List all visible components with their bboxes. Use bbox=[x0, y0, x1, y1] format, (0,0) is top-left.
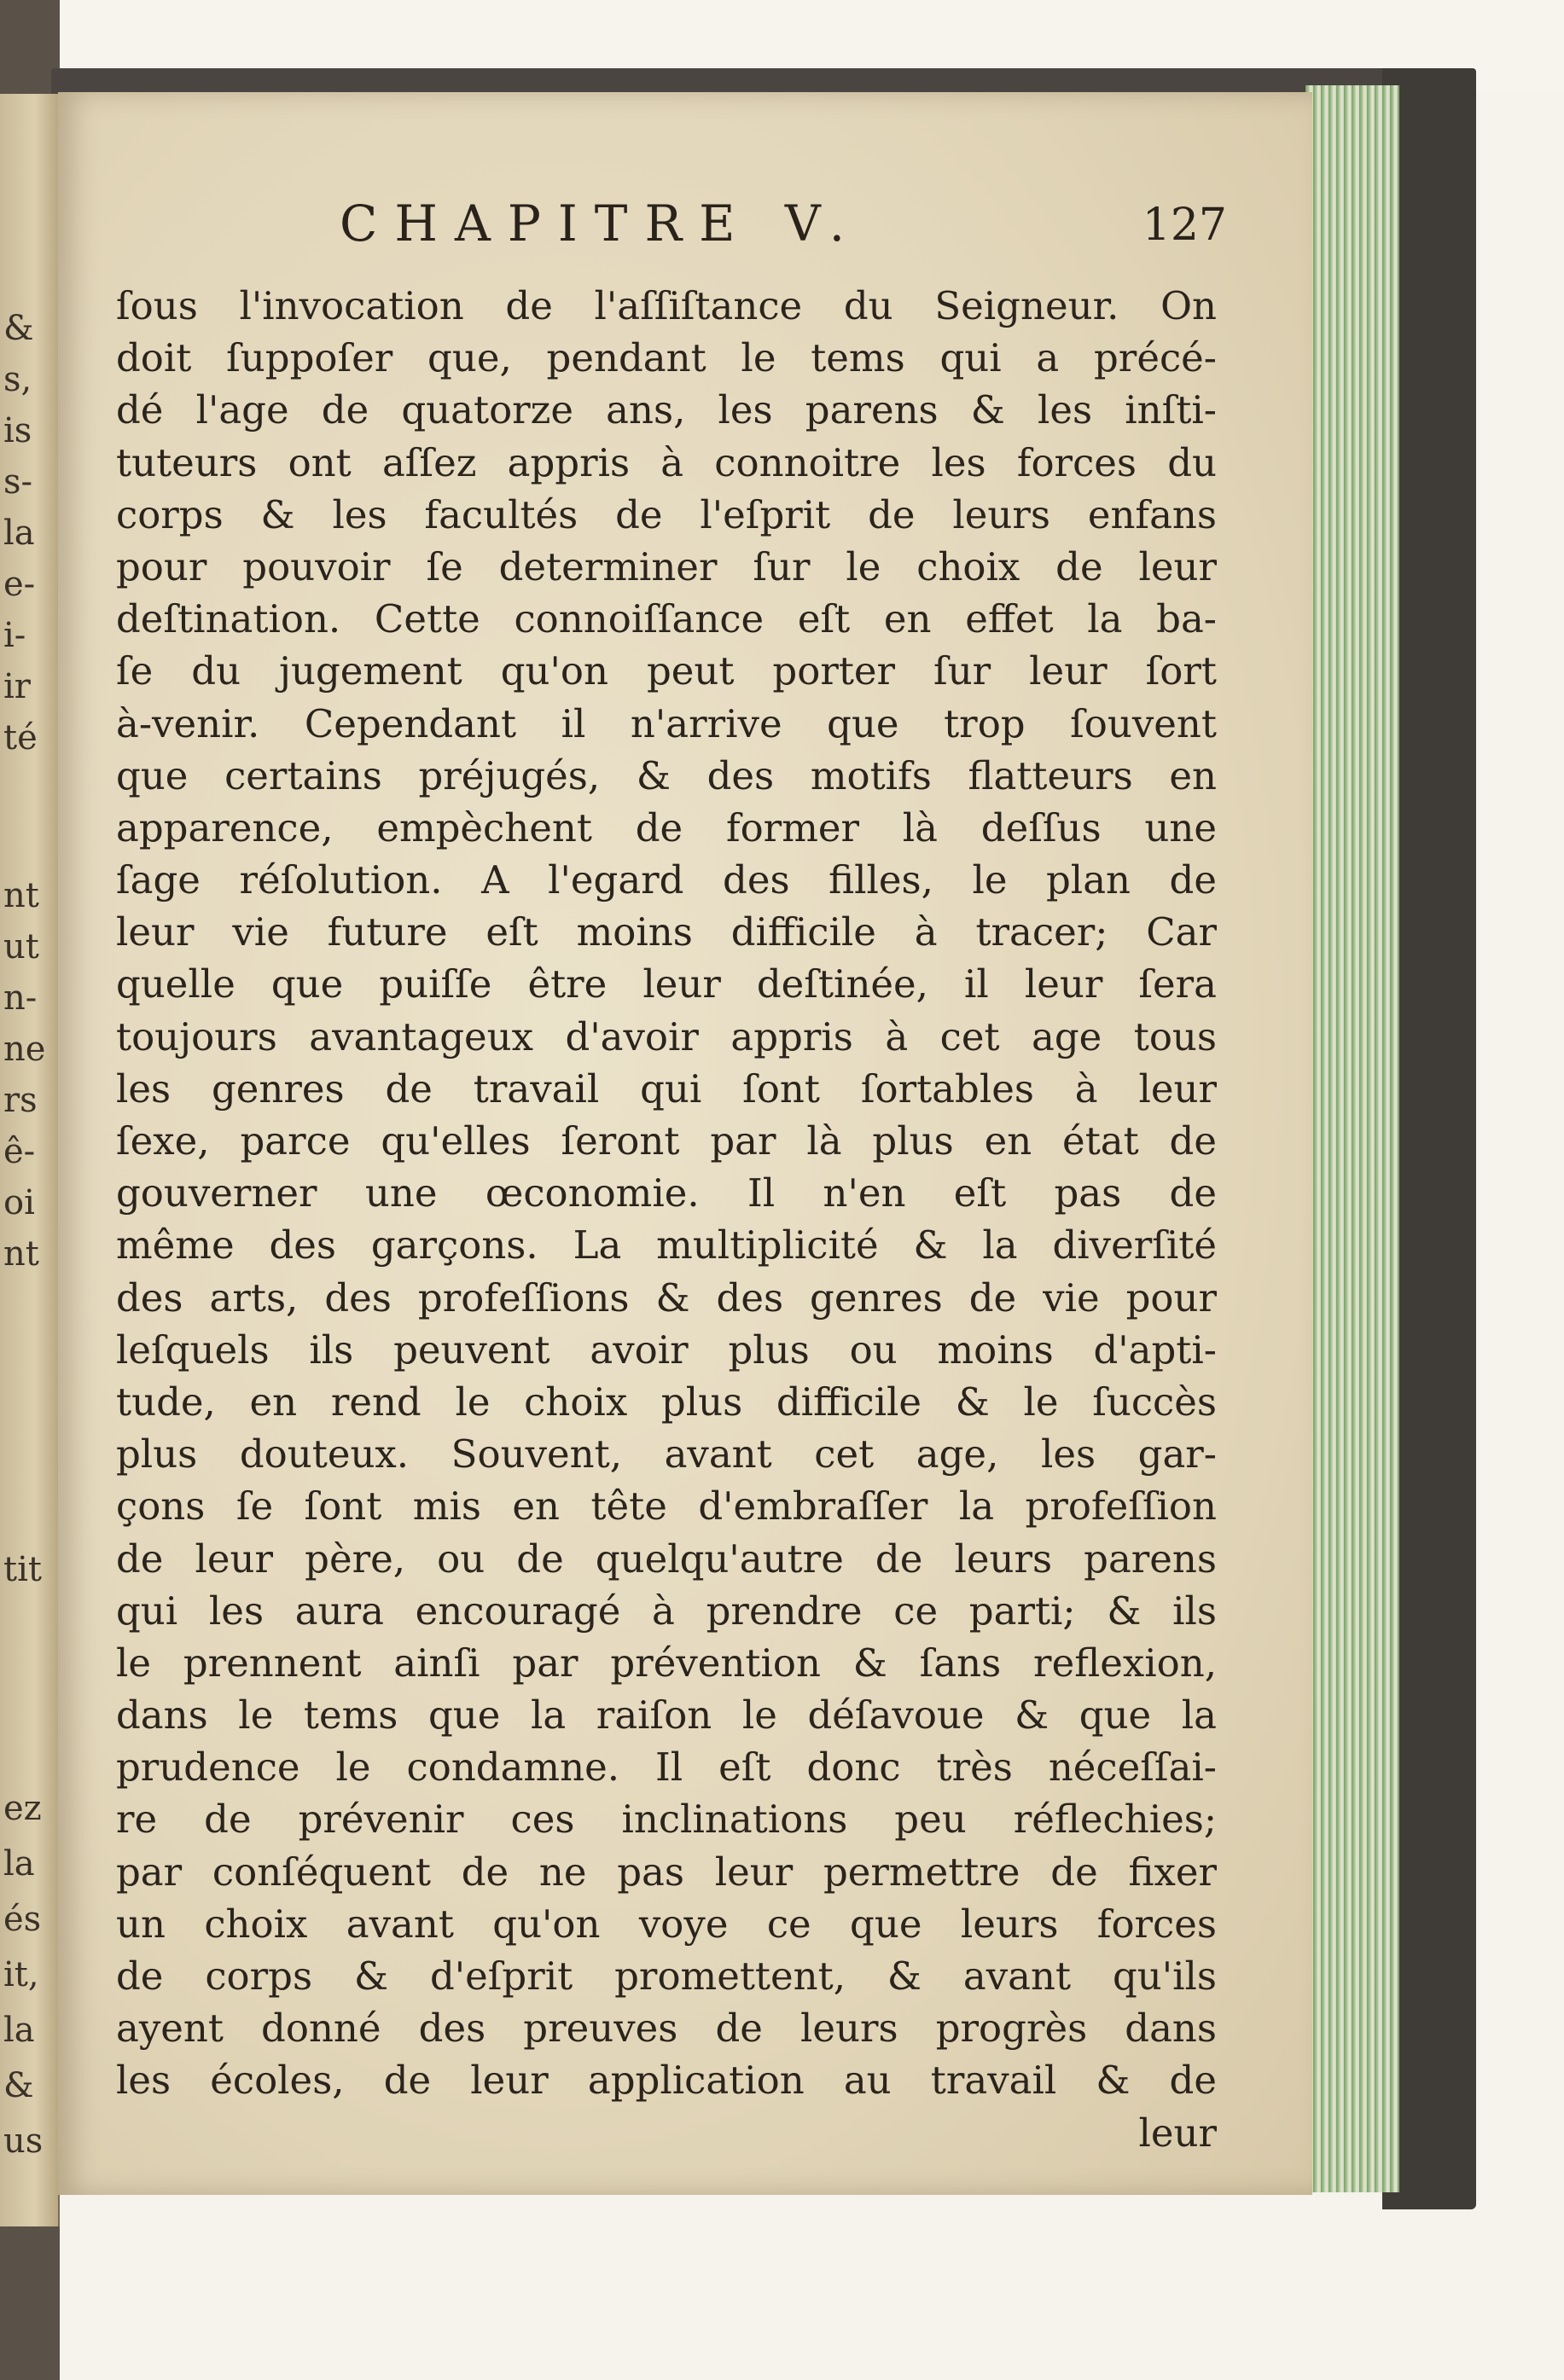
text-line: prudence le condamne. Il eſt donc très néceſſai- bbox=[116, 1744, 1217, 1791]
facing-fragment: i- bbox=[3, 618, 26, 653]
text-line: re de prévenir ces inclinations peu réflechies; bbox=[116, 1797, 1217, 1843]
chapter-title: CHAPITRE V. bbox=[340, 194, 863, 253]
facing-fragment: la bbox=[3, 516, 35, 550]
page-number: 127 bbox=[1142, 200, 1227, 251]
facing-fragment: ut bbox=[3, 930, 39, 964]
facing-fragment: n- bbox=[3, 981, 38, 1015]
text-line: leur vie future eſt moins difficile à tracer; Car bbox=[116, 909, 1217, 955]
text-line: ſage réſolution. A l'egard des filles, le plan de bbox=[116, 857, 1217, 903]
body-text bbox=[116, 280, 1217, 2159]
text-line: ayent donné des preuves de leurs progrès dans bbox=[116, 2006, 1217, 2052]
text-line: deſtination. Cette connoiſſance eſt en effet la ba- bbox=[116, 596, 1217, 642]
text-line: même des garçons. La multiplicité & la diverſité bbox=[116, 1222, 1217, 1268]
facing-fragment: nt bbox=[3, 879, 39, 913]
text-line: leſquels ils peuvent avoir plus ou moins d'apti- bbox=[116, 1326, 1217, 1373]
text-line: pour pouvoir ſe determiner ſur le choix de leur bbox=[116, 543, 1217, 589]
text-line: tude, en rend le choix plus difficile & le ſuccès bbox=[116, 1379, 1217, 1425]
cover-edge-top bbox=[51, 68, 1476, 94]
text-line: de leur père, ou de quelqu'autre de leurs parens bbox=[116, 1535, 1217, 1582]
facing-fragment: s- bbox=[3, 465, 33, 499]
facing-fragment: it, bbox=[3, 1958, 39, 1992]
text-line: dé l'age de quatorze ans, les parens & les inſti- bbox=[116, 387, 1217, 433]
text-line: qui les aura encouragé à prendre ce parti; & ils bbox=[116, 1588, 1217, 1634]
book-page bbox=[58, 92, 1312, 2195]
facing-fragment: e- bbox=[3, 567, 36, 601]
text-line: gouverner une œconomie. Il n'en eſt pas de bbox=[116, 1170, 1217, 1216]
text-line: quelle que puiſſe être leur deſtinée, il leur ſera bbox=[116, 961, 1217, 1007]
text-line: plus douteux. Souvent, avant cet age, les gar- bbox=[116, 1431, 1217, 1477]
facing-fragment: & bbox=[3, 311, 34, 345]
text-line: toujours avantageux d'avoir appris à cet age tous bbox=[116, 1013, 1217, 1059]
catchword: leur bbox=[1138, 2110, 1217, 2156]
facing-page bbox=[0, 94, 60, 2226]
facing-fragment: la bbox=[3, 1847, 35, 1881]
facing-fragment: nt bbox=[3, 1237, 39, 1271]
facing-fragment: rs bbox=[3, 1083, 38, 1117]
text-line: ſous l'invocation de l'aſſiſtance du Seigneur. On bbox=[116, 283, 1217, 328]
text-line: par conſéquent de ne pas leur permettre de fixer bbox=[116, 1849, 1217, 1895]
facing-fragment: tit bbox=[3, 1553, 42, 1587]
text-line: les genres de travail qui ſont ſortables à leur bbox=[116, 1065, 1217, 1112]
facing-fragment: la bbox=[3, 2013, 35, 2047]
page-edges bbox=[1305, 85, 1399, 2192]
text-line: ſexe, parce qu'elles ſeront par là plus en état de bbox=[116, 1118, 1217, 1164]
text-line: les écoles, de leur application au travail & de bbox=[116, 2058, 1217, 2104]
facing-fragment: & bbox=[3, 2069, 34, 2103]
text-line: un choix avant qu'on voye ce que leurs forces bbox=[116, 1901, 1217, 1947]
text-line: le prennent ainſi par prévention & ſans reflexion, bbox=[116, 1640, 1217, 1686]
facing-fragment: us bbox=[3, 2124, 44, 2158]
facing-fragment: oi bbox=[3, 1186, 35, 1220]
text-line: des arts, des profeſſions & des genres de vie pour bbox=[116, 1274, 1217, 1321]
text-line: ſe du jugement qu'on peut porter ſur leur ſort bbox=[116, 648, 1217, 694]
running-head bbox=[340, 194, 1278, 263]
text-line: apparence, empèchent de former là deſſus une bbox=[116, 804, 1217, 850]
text-line: que certains préjugés, & des motifs flatteurs en bbox=[116, 752, 1217, 798]
facing-fragment: ir bbox=[3, 670, 31, 704]
facing-fragment: is bbox=[3, 414, 32, 448]
text-line: à-venir. Cependant il n'arrive que trop ſouvent bbox=[116, 700, 1217, 746]
text-line: doit ſuppoſer que, pendant le tems qui a précé- bbox=[116, 335, 1217, 381]
facing-fragment: és bbox=[3, 1902, 42, 1936]
text-line: tuteurs ont aſſez appris à connoitre les forces du bbox=[116, 439, 1217, 485]
text-line: corps & les facultés de l'eſprit de leurs enfans bbox=[116, 491, 1217, 537]
facing-fragment: té bbox=[3, 721, 38, 755]
text-line: çons ſe ſont mis en tête d'embraſſer la profeſſion bbox=[116, 1483, 1217, 1530]
text-line: de corps & d'eſprit promettent, & avant qu'ils bbox=[116, 1953, 1217, 1999]
facing-fragment: ne bbox=[3, 1032, 46, 1066]
facing-fragment: ez bbox=[3, 1791, 42, 1826]
facing-fragment: ê- bbox=[3, 1135, 36, 1169]
facing-fragment: s, bbox=[3, 363, 32, 397]
text-line: dans le tems que la raiſon le déſavoue & que la bbox=[116, 1692, 1217, 1739]
